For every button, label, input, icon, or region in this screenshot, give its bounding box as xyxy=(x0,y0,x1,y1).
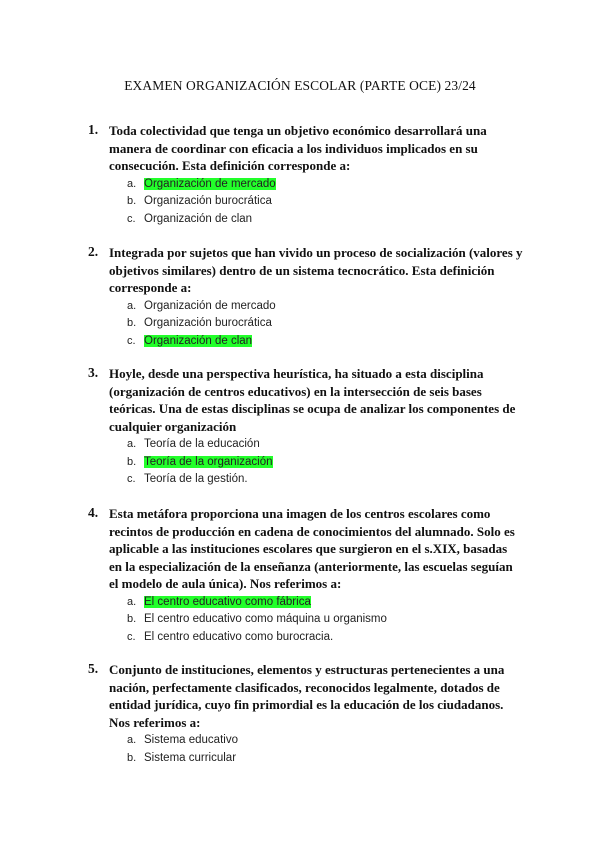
option-text: Teoría de la educación xyxy=(144,438,260,451)
question-text: Toda colectividad que tenga un objetivo económico desarrollará una manera de coordinar con eficacia a los individuos implicados en su consecución. Esta definición corresponde a: xyxy=(109,123,487,174)
question-number: 3. xyxy=(88,365,99,380)
question-5 xyxy=(88,661,523,767)
option-letter: b. xyxy=(127,751,137,764)
option-c[interactable] xyxy=(127,211,523,228)
option-c[interactable] xyxy=(127,471,523,488)
option-b[interactable] xyxy=(127,750,523,767)
option-a[interactable] xyxy=(127,176,523,193)
option-text-highlighted: Organización de clan xyxy=(144,334,253,347)
option-b[interactable] xyxy=(127,611,523,628)
option-text: Organización burocrática xyxy=(144,317,272,330)
option-a[interactable] xyxy=(127,298,523,315)
question-text: Esta metáfora proporciona una imagen de los centros escolares como recintos de producción en cadena de conocimientos del alumnado. Solo es aplicable a las instituciones escolares que surgieron en el s.XIX, basadas en la especialización de la enseñanza (anteriormente, las escuelas seguían el modelo de aula única). Nos referimos a: xyxy=(109,506,515,592)
answer-options xyxy=(127,436,523,488)
question-3 xyxy=(88,365,523,489)
question-4 xyxy=(88,505,523,646)
option-text: Organización burocrática xyxy=(144,195,272,208)
option-letter: b. xyxy=(127,455,137,468)
option-letter: a. xyxy=(127,438,137,451)
option-text: Organización de mercado xyxy=(144,299,276,312)
option-letter: c. xyxy=(127,473,136,486)
option-letter: b. xyxy=(127,613,137,626)
option-letter: a. xyxy=(127,299,137,312)
option-text-highlighted: El centro educativo como fábrica xyxy=(144,595,311,608)
question-number: 4. xyxy=(88,505,99,520)
option-text: El centro educativo como máquina u organismo xyxy=(144,613,387,626)
option-text: Sistema curricular xyxy=(144,751,237,764)
option-b[interactable] xyxy=(127,315,523,332)
option-letter: c. xyxy=(127,630,136,643)
option-a[interactable] xyxy=(127,594,523,611)
option-letter: b. xyxy=(127,317,137,330)
option-a[interactable] xyxy=(127,436,523,453)
answer-options xyxy=(127,732,523,767)
option-text: Teoría de la gestión. xyxy=(144,473,248,486)
option-text: Sistema educativo xyxy=(144,734,238,747)
option-letter: c. xyxy=(127,334,136,347)
answer-options xyxy=(127,594,523,646)
option-b[interactable] xyxy=(127,193,523,210)
answer-options xyxy=(127,176,523,228)
option-text-highlighted: Teoría de la organización xyxy=(144,455,273,468)
question-text: Integrada por sujetos que han vivido un proceso de socialización (valores y objetivos similares) dentro de un sistema tecnocrático. Esta definición corresponde a: xyxy=(109,245,523,296)
question-text: Conjunto de instituciones, elementos y estructuras pertenecientes a una nación, perfectamente clasificados, reconocidos legalmente, dotados de entidad jurídica, cuyo fin primordial es la educación de los ciudadanos. Nos referimos a: xyxy=(109,662,505,730)
option-letter: a. xyxy=(127,595,137,608)
question-2 xyxy=(88,244,523,350)
option-text-highlighted: Organización de mercado xyxy=(144,177,276,190)
option-letter: c. xyxy=(127,212,136,225)
option-text: Organización de clan xyxy=(144,212,253,225)
question-number: 2. xyxy=(88,244,99,259)
option-a[interactable] xyxy=(127,732,523,749)
option-c[interactable] xyxy=(127,629,523,646)
option-c[interactable] xyxy=(127,333,523,350)
question-number: 5. xyxy=(88,661,99,676)
option-b[interactable] xyxy=(127,454,523,471)
option-text: El centro educativo como burocracia. xyxy=(144,630,334,643)
answer-options xyxy=(127,298,523,350)
exam-title: EXAMEN ORGANIZACIÓN ESCOLAR (PARTE OCE) 23/24 xyxy=(124,78,476,93)
option-letter: a. xyxy=(127,177,137,190)
question-text: Hoyle, desde una perspectiva heurística, ha situado a esta disciplina (organización de centros educativos) en la intersección de seis bases teóricas. Una de estas disciplinas se ocupa de analizar los componentes de cualquier organización xyxy=(109,366,516,434)
question-number: 1. xyxy=(88,122,99,137)
question-1 xyxy=(88,122,523,228)
option-letter: b. xyxy=(127,195,137,208)
option-letter: a. xyxy=(127,734,137,747)
